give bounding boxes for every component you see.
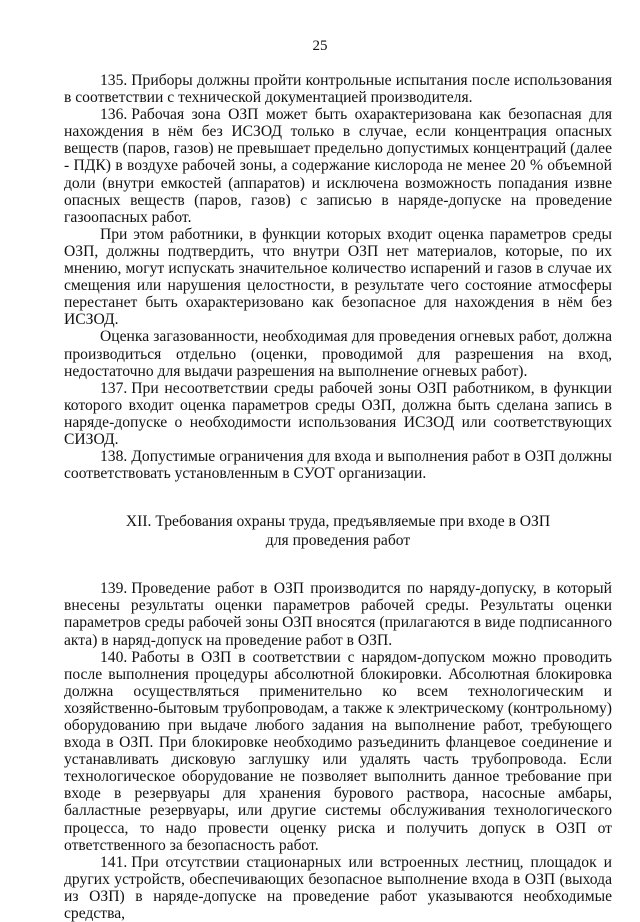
paragraph-number: 135. bbox=[100, 72, 128, 89]
paragraph-number: 139. bbox=[100, 580, 128, 598]
paragraph-text: Оценка загазованности, необходимая для проведения огневых работ, должна производиться отдельно (оценки, проводимой для разрешения на вход, недостаточно для выдачи разрешения на выполнение огневых работ). bbox=[64, 328, 612, 380]
paragraph-139 bbox=[64, 580, 612, 648]
paragraph-136 bbox=[64, 106, 612, 226]
paragraph-text: При этом работники, в функции которых входит оценка параметров среды ОЗП, должны подтвердить, что внутри ОЗП нет материалов, которые, по их мнению, могут испускать значительное количество испарений и газов в случае их смещения или нарушения целостности, в результате чего состояние атмосферы перестанет быть охарактеризовано как безопасное для нахождения в нём без ИСЗОД. bbox=[64, 225, 612, 329]
paragraph-number: 136. bbox=[100, 106, 128, 124]
paragraph-number: 137. bbox=[100, 379, 128, 397]
paragraph-number: 141. bbox=[100, 853, 128, 871]
page-number: 25 bbox=[312, 38, 328, 54]
paragraph-text: Проведение работ в ОЗП производится по наряду-допуску, в который внесены результаты оценки параметров рабочей среды. Результаты оценки параметров среды рабочей зоны ОЗП вносятся (прилагаются в виде подписанного акта) в наряд-допуск на проведение работ в ОЗП. bbox=[64, 580, 612, 649]
paragraph-text: Приборы должны пройти контрольные испытания после использования в соответствии с технической документацией производителя. bbox=[64, 72, 612, 107]
paragraph-text: Рабочая зона ОЗП может быть охарактеризована как безопасная для нахождения в нём без ИСЗОД только в случае, если концентрация опасных веществ (паров, газов) не превышает предельно допустимых концентраций (далее - ПДК) в воздухе рабочей зоны, а содержание кислорода не менее 20 % объемной доли (внутри емкостей (аппаратов) и исключена возможность попадания извне опасных веществ (паров, газов) с записью в наряде-допуске на проведение газоопасных работ. bbox=[64, 106, 612, 226]
paragraph-number: 138. bbox=[100, 448, 128, 466]
paragraph-text: Работы в ОЗП в соответствии с нарядом-допуском можно проводить после выполнения процедуры абсолютной блокировки. Абсолютная блокировка должна осуществляться применительно ко всем технологическим и хозяйственно-бытовым трубопроводам, а также к электрическому (контрольному) оборудованию при выдаче любого задания на выполнение работ, требующего входа в ОЗП. При блокировке необходимо разъединить фланцевое соединение и устанавливать дисковую заглушку или удалять часть трубопровода. Если технологическое оборудование не позволяет выполнить данное требование при входе в резервуары для хранения бурового раствора, насосные амбары, балластные резервуары, или другие системы обслуживания технологического процесса, то надо провести оценку риска и получить допуск в ОЗП от ответственного за безопасность работ. bbox=[64, 648, 612, 854]
paragraph-137 bbox=[64, 380, 612, 448]
paragraph-gas-assessment bbox=[64, 328, 612, 379]
paragraph-number: 140. bbox=[100, 648, 128, 666]
document-body bbox=[64, 72, 612, 922]
section-heading-line1: XII. Требования охраны труда, предъявляемые при входе в ОЗП bbox=[125, 513, 551, 531]
paragraph-136-continued bbox=[64, 226, 612, 329]
paragraph-text: Допустимые ограничения для входа и выполнения работ в ОЗП должны соответствовать установленным в СУОТ организации. bbox=[64, 448, 612, 483]
section-heading bbox=[64, 512, 612, 550]
paragraph-141 bbox=[64, 854, 612, 922]
paragraph-140 bbox=[64, 649, 612, 854]
section-heading-line2: для проведения работ bbox=[265, 532, 411, 550]
paragraph-text: При отсутствии стационарных или встроенных лестниц, площадок и других устройств, обеспечивающих безопасное выполнение входа в ОЗП (выхода из ОЗП) в наряде-допуске на проведение работ указываются необходимые средства, bbox=[64, 853, 612, 922]
paragraph-135 bbox=[64, 72, 612, 106]
paragraph-138 bbox=[64, 448, 612, 482]
paragraph-text: При несоответствии среды рабочей зоны ОЗП работником, в функции которого входит оценка параметров среды ОЗП, должна быть сделана запись в наряде-допуске о необходимости использования ИСЗОД или соответствующих СИЗОД. bbox=[64, 379, 612, 448]
